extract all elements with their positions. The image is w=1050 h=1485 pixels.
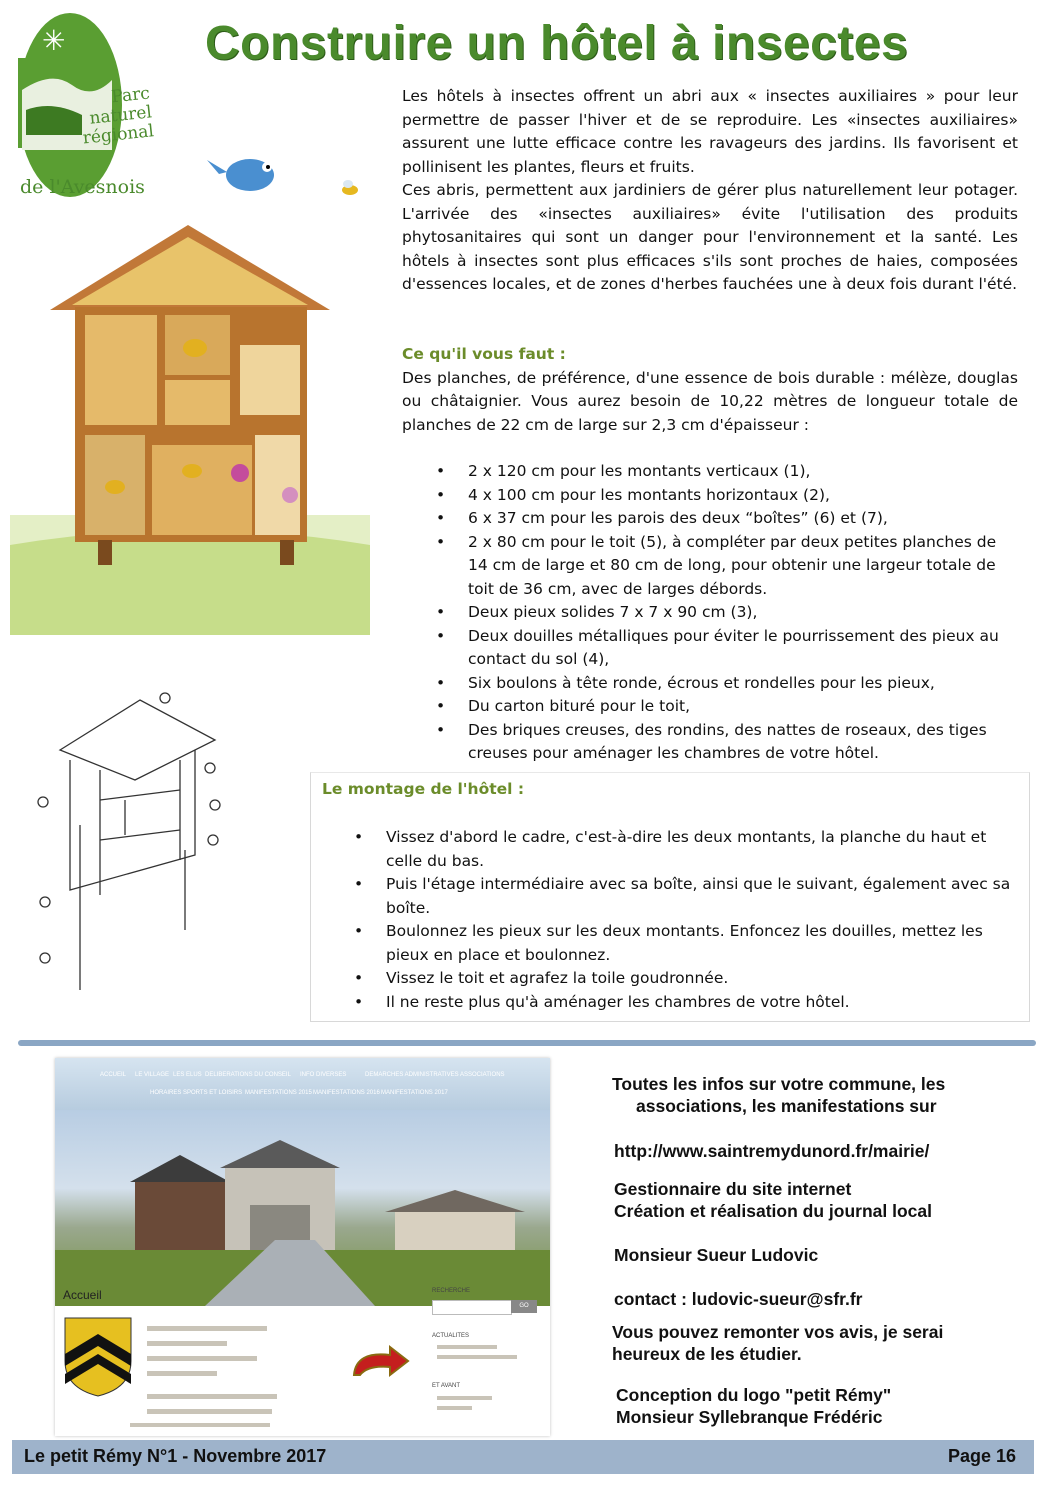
website-url-link[interactable]: http://www.saintremydunord.fr/mairie/ (614, 1141, 930, 1161)
sidebar-news-line (437, 1345, 497, 1349)
list-item: • Boulonnez les pieux sur les deux montants. Enfoncez les douilles, mettez les pieux en place et boulonnez. (354, 920, 1014, 967)
list-item: • 6 x 37 cm pour les parois des deux “boîtes” (6) et (7), (436, 507, 1016, 531)
footer-page-number: Page 16 (947, 1446, 1016, 1466)
nav-item: MANIFESTATIONS 2017 (381, 1090, 448, 1096)
materials-list-container (436, 460, 1016, 766)
section-divider (18, 1040, 1036, 1046)
website-contact-block (147, 1326, 317, 1426)
montage-list (354, 826, 1014, 1014)
svg-text:✳: ✳ (42, 24, 66, 57)
website-page-title: Accueil (63, 1288, 102, 1302)
materials-text: Des planches, de préférence, d'une essence de bois durable : mélèze, douglas ou châtaignier. Vous aurez besoin de 10,22 mètres de longueur totale de planches de 22 cm de large sur 2,3 cm d'épaisseur : (402, 368, 1018, 434)
insect-hotel-illustration (10, 215, 370, 635)
list-item: • Des briques creuses, des rondins, des nattes de roseaux, des tiges creuses pour aménager les chambres de votre hôtel. (436, 719, 1016, 766)
list-item: • Deux douilles métalliques pour éviter le pourrissement des pieux au contact du sol (4), (436, 625, 1016, 672)
list-item: • 2 x 120 cm pour les montants verticaux (1), (436, 460, 1016, 484)
website-footer-line (130, 1423, 270, 1427)
page-footer (12, 1440, 1034, 1474)
nav-item: LES ELUS (173, 1072, 202, 1078)
sidebar-before-line (437, 1396, 492, 1400)
sidebar-before-line (437, 1406, 472, 1410)
website-nav (55, 1058, 550, 1110)
materials-section (402, 343, 1018, 437)
nav-item: LE VILLAGE (135, 1072, 170, 1078)
contact-email[interactable]: contact : ludovic-sueur@sfr.fr (614, 1289, 863, 1309)
website-screenshot (55, 1058, 550, 1436)
nav-item: HORAIRES SPORTS ET LOISIRS (150, 1090, 243, 1096)
sidebar-news-line (437, 1355, 517, 1359)
sidebar-news-label: ACTUALITES (432, 1333, 470, 1339)
logo-credit-2: Monsieur Syllebranque Frédéric (616, 1407, 883, 1427)
role-line-1: Gestionnaire du site internet (614, 1179, 852, 1199)
list-item: • Six boulons à tête ronde, écrous et rondelles pour les pieux, (436, 672, 1016, 696)
feedback-line-2: heureux de les étudier. (612, 1344, 802, 1364)
info-line-1: Toutes les infos sur votre commune, les (612, 1074, 946, 1094)
list-item: • Deux pieux solides 7 x 7 x 90 cm (3), (436, 601, 1016, 625)
intro-text (402, 85, 1018, 297)
park-logo (12, 10, 155, 210)
intro-paragraph-2: Ces abris, permettent aux jardiniers de gérer plus naturellement leur potager. L'arrivée des «insectes auxiliaires» évite l'utilisation des produits phytosanitaires qui sont un danger pour l'environnement et la santé. Les hôtels à insectes sont plus efficaces s'ils sont proches de haies, composées d'essences locales, et de zones d'herbes fauchées une à deux fois durant l'été. (402, 181, 1018, 293)
nav-item: DEMARCHES ADMINISTRATIVES (365, 1072, 459, 1078)
bird-bee-illustration (205, 150, 365, 210)
materials-heading: Ce qu'il vous faut : (402, 345, 566, 363)
montage-heading: Le montage de l'hôtel : (322, 780, 525, 798)
role-line-2: Création et réalisation du journal local (614, 1201, 932, 1221)
logo-text-1: Parc (110, 83, 151, 108)
website-search-button[interactable]: GO (511, 1300, 537, 1313)
materials-list (436, 460, 1016, 766)
intro-paragraph-1: Les hôtels à insectes offrent un abri aux « insectes auxiliaires » pour leur permettre de passer l'hiver et de se reproduire. Les «insectes auxiliaires» assurent une lutte efficace contre les ravageurs des jardins. Ils favorisent et pollinisent les plantes, fleurs et fruits. (402, 87, 1018, 176)
town-hall-photo (55, 1110, 550, 1306)
nav-item: INFO DIVERSES (300, 1072, 347, 1078)
logo-text-3: régional (81, 121, 155, 149)
website-search-input[interactable] (432, 1300, 512, 1315)
manager-name: Monsieur Sueur Ludovic (614, 1245, 819, 1265)
list-item: • 2 x 80 cm pour le toit (5), à compléter par deux petites planches de 14 cm de large et 80 cm de long, pour obtenir une largeur totale de toit de 36 cm, avec de larges débords. (436, 531, 1016, 602)
nav-item: MANIFESTATIONS 2016 (313, 1090, 380, 1096)
logo-credit-1: Conception du logo "petit Rémy" (616, 1385, 892, 1405)
info-line-2: associations, les manifestations sur (636, 1096, 937, 1116)
arrow-icon (350, 1343, 410, 1383)
list-item: • Puis l'étage intermédiaire avec sa boîte, ainsi que le suivant, également avec sa boîte. (354, 873, 1014, 920)
feedback-line-1: Vous pouvez remonter vos avis, je serai (612, 1322, 944, 1342)
list-item: • Vissez le toit et agrafez la toile goudronnée. (354, 967, 1014, 991)
list-item: • Il ne reste plus qu'à aménager les chambres de votre hôtel. (354, 991, 1014, 1015)
list-item: • Vissez d'abord le cadre, c'est-à-dire les deux montants, la planche du haut et celle du bas. (354, 826, 1014, 873)
coat-of-arms-icon (63, 1316, 133, 1398)
sidebar-before-label: ET AVANT (432, 1383, 461, 1389)
page-title: Construire un hôtel à insectes (205, 17, 909, 70)
logo-text-2: naturel (88, 102, 153, 129)
montage-list-container (354, 826, 1014, 1014)
nav-item: DELIBERATIONS DU CONSEIL (205, 1072, 291, 1078)
logo-text-4: de l'Avesnois (20, 176, 145, 198)
nav-item: MANIFESTATIONS 2015 (245, 1090, 312, 1096)
footer-publication: Le petit Rémy N°1 - Novembre 2017 (24, 1446, 327, 1466)
sidebar-search-label: RECHERCHE (432, 1288, 471, 1294)
list-item: • Du carton bituré pour le toit, (436, 695, 1016, 719)
nav-item: ASSOCIATIONS (460, 1072, 505, 1078)
list-item: • 4 x 100 cm pour les montants horizontaux (2), (436, 484, 1016, 508)
montage-section (322, 778, 1012, 802)
nav-item: ACCUEIL (100, 1072, 127, 1078)
assembly-sketch (30, 690, 230, 1000)
